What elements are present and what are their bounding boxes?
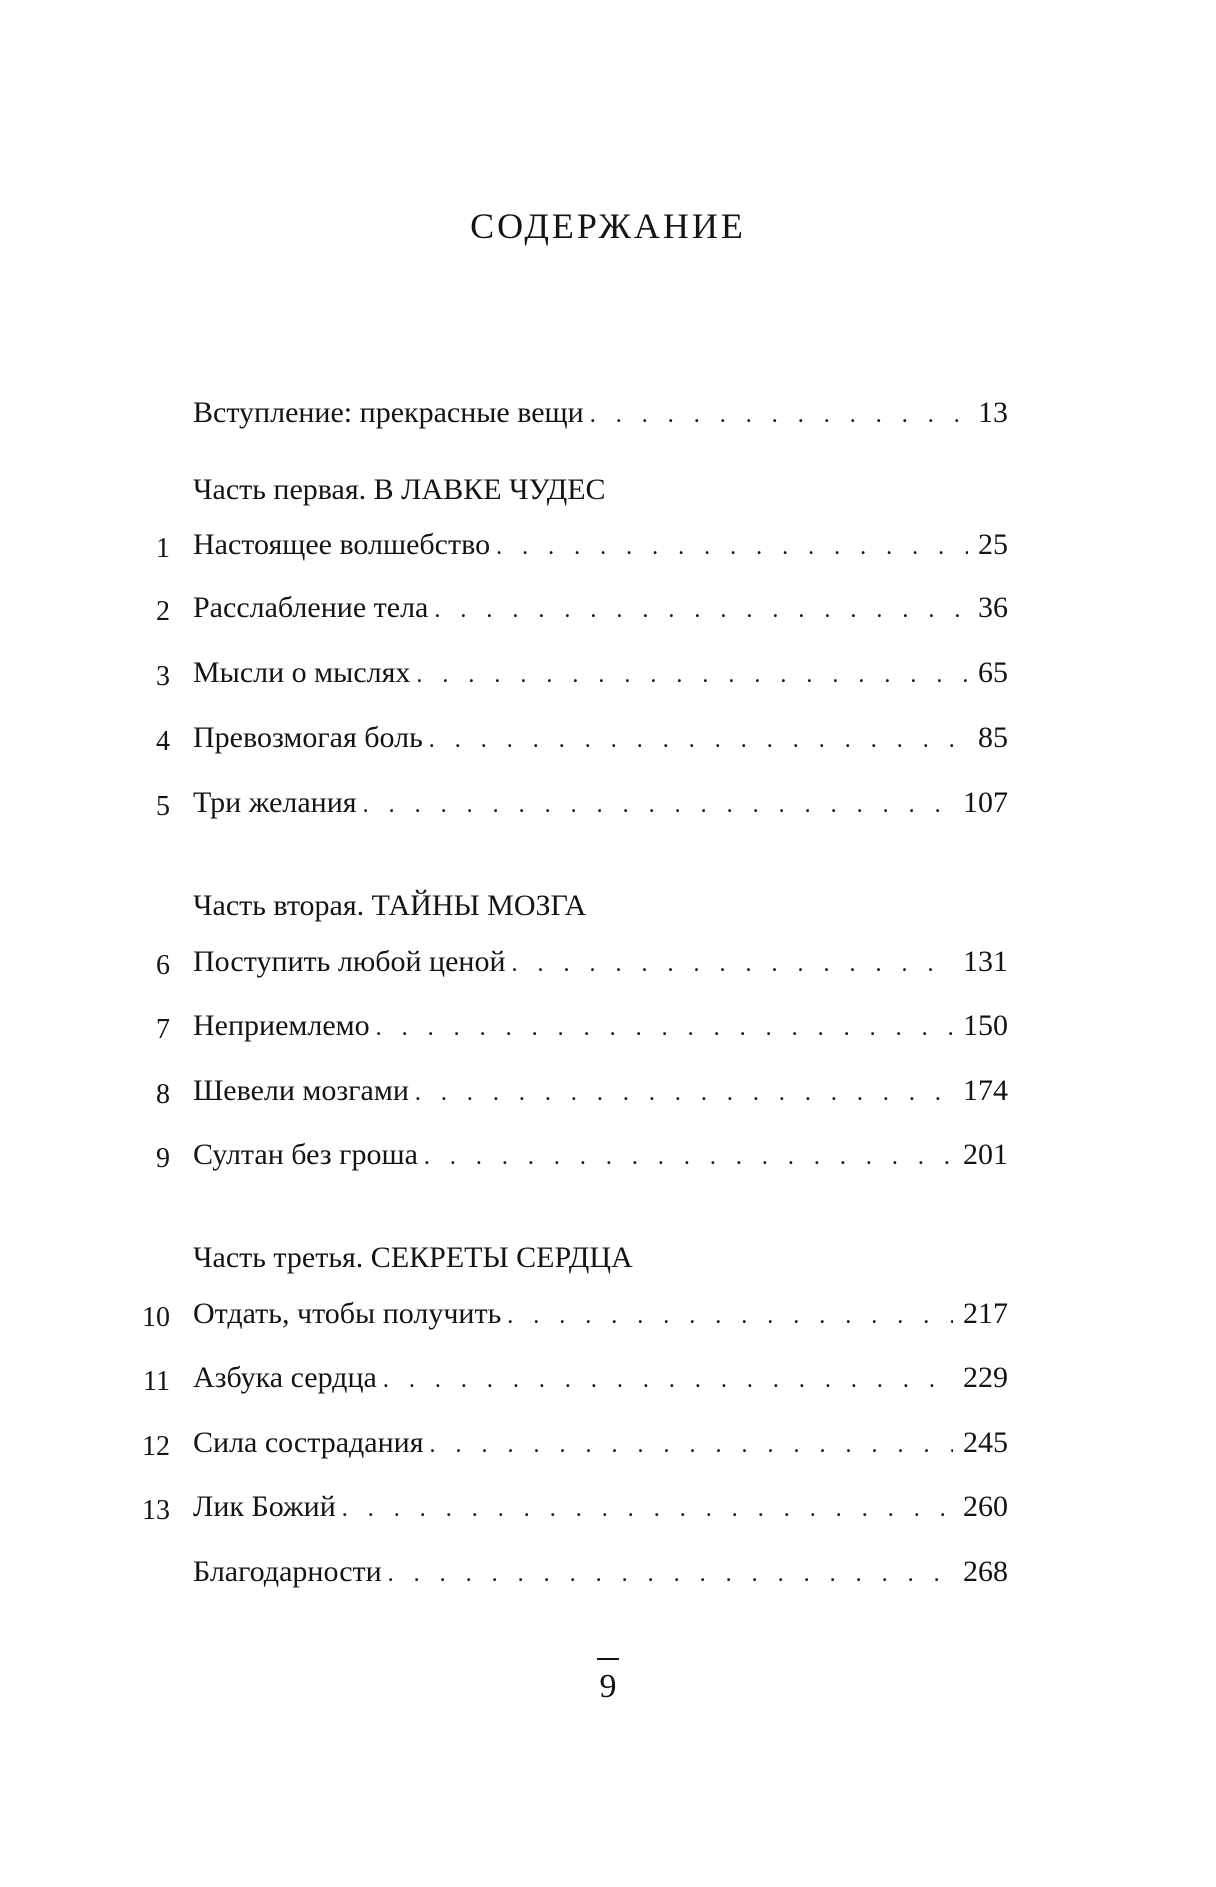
chapter-number: 13	[142, 1495, 170, 1526]
toc-entry[interactable]	[0, 1487, 1216, 1527]
dot-leader	[388, 1554, 953, 1594]
toc-page-number: 25	[978, 528, 1008, 561]
dot-leader	[383, 1360, 953, 1400]
dot-leader	[512, 944, 953, 984]
dot-leader	[434, 590, 968, 630]
toc-page-number: 36	[978, 591, 1008, 624]
chapter-number: 7	[156, 1014, 170, 1045]
toc-entry-title: Вступление: прекрасные вещи	[193, 396, 584, 429]
toc-entry[interactable]	[0, 1135, 1216, 1175]
toc-page-number: 174	[963, 1074, 1008, 1107]
chapter-number: 5	[156, 791, 170, 822]
chapter-number: 4	[156, 726, 170, 757]
toc-entry[interactable]	[0, 783, 1216, 823]
toc-page-number: 150	[963, 1009, 1008, 1042]
toc-page-number: 13	[978, 396, 1008, 429]
dot-leader	[507, 1296, 953, 1336]
toc-entry-intro[interactable]	[0, 393, 1216, 433]
toc-entry-title: Настоящее волшебство	[193, 528, 491, 561]
toc-entry-title: Поступить любой ценой	[193, 945, 506, 978]
toc-entry[interactable]	[0, 1071, 1216, 1111]
toc-entry-title: Неприемлемо	[193, 1009, 370, 1042]
folio-rule	[597, 1658, 619, 1660]
toc-entry-title: Сила сострадания	[193, 1426, 424, 1459]
dot-leader	[424, 1137, 953, 1177]
dot-leader	[363, 785, 953, 825]
toc-page-number: 245	[963, 1426, 1008, 1459]
dot-leader	[590, 395, 968, 435]
dot-leader	[342, 1489, 953, 1529]
part-heading: Часть третья. СЕКРЕТЫ СЕРДЦА	[193, 1241, 633, 1274]
chapter-number: 9	[156, 1143, 170, 1174]
part-heading: Часть вторая. ТАЙНЫ МОЗГА	[193, 889, 587, 922]
toc-page-number: 65	[978, 656, 1008, 689]
toc-entry[interactable]	[0, 718, 1216, 758]
dot-leader	[430, 1425, 953, 1465]
dot-leader	[376, 1008, 953, 1048]
dot-leader	[415, 1073, 953, 1113]
toc-entry-title: Расслабление тела	[193, 591, 429, 624]
toc-page-number: 217	[963, 1297, 1008, 1330]
toc-page-number: 268	[963, 1555, 1008, 1588]
toc-entry-title: Шевели мозгами	[193, 1074, 409, 1107]
toc-page-number: 85	[978, 721, 1008, 754]
dot-leader	[416, 655, 968, 695]
toc-page-number: 107	[963, 786, 1008, 819]
toc-entry[interactable]	[0, 1423, 1216, 1463]
chapter-number: 8	[156, 1079, 170, 1110]
page-number: 9	[599, 1668, 617, 1705]
toc-entry[interactable]	[0, 653, 1216, 693]
chapter-number: 3	[156, 661, 170, 692]
toc-entry[interactable]	[0, 588, 1216, 628]
toc-entry[interactable]	[0, 1358, 1216, 1398]
toc-entry-title: Мысли о мыслях	[193, 656, 411, 689]
chapter-number: 10	[142, 1302, 170, 1333]
toc-entry-title: Отдать, чтобы получить	[193, 1297, 502, 1330]
toc-entry[interactable]	[0, 525, 1216, 565]
page-title: СОДЕРЖАНИЕ	[470, 206, 746, 246]
toc-entry-acknowledgements[interactable]	[0, 1552, 1216, 1592]
dot-leader	[496, 527, 968, 567]
toc-page-number: 131	[963, 945, 1008, 978]
toc-page-number: 229	[963, 1361, 1008, 1394]
toc-entry-title: Лик Божий	[193, 1490, 336, 1523]
toc-entry[interactable]	[0, 942, 1216, 982]
toc-entry-title: Три желания	[193, 786, 357, 819]
toc-page-number: 201	[963, 1138, 1008, 1171]
toc-entry-title: Азбука сердца	[193, 1361, 377, 1394]
dot-leader	[429, 720, 968, 760]
toc-entry-title: Султан без гроша	[193, 1138, 418, 1171]
chapter-number: 6	[156, 950, 170, 981]
part-heading: Часть первая. В ЛАВКЕ ЧУДЕС	[193, 473, 606, 506]
chapter-number: 2	[156, 596, 170, 627]
chapter-number: 11	[143, 1366, 170, 1397]
chapter-number: 12	[142, 1431, 170, 1462]
toc-entry[interactable]	[0, 1294, 1216, 1334]
toc-entry[interactable]	[0, 1006, 1216, 1046]
toc-entry-title: Благодарности	[193, 1555, 382, 1588]
page-folio	[0, 1658, 1216, 1704]
chapter-number: 1	[156, 533, 170, 564]
toc-entry-title: Превозмогая боль	[193, 721, 423, 754]
toc-page-number: 260	[963, 1490, 1008, 1523]
